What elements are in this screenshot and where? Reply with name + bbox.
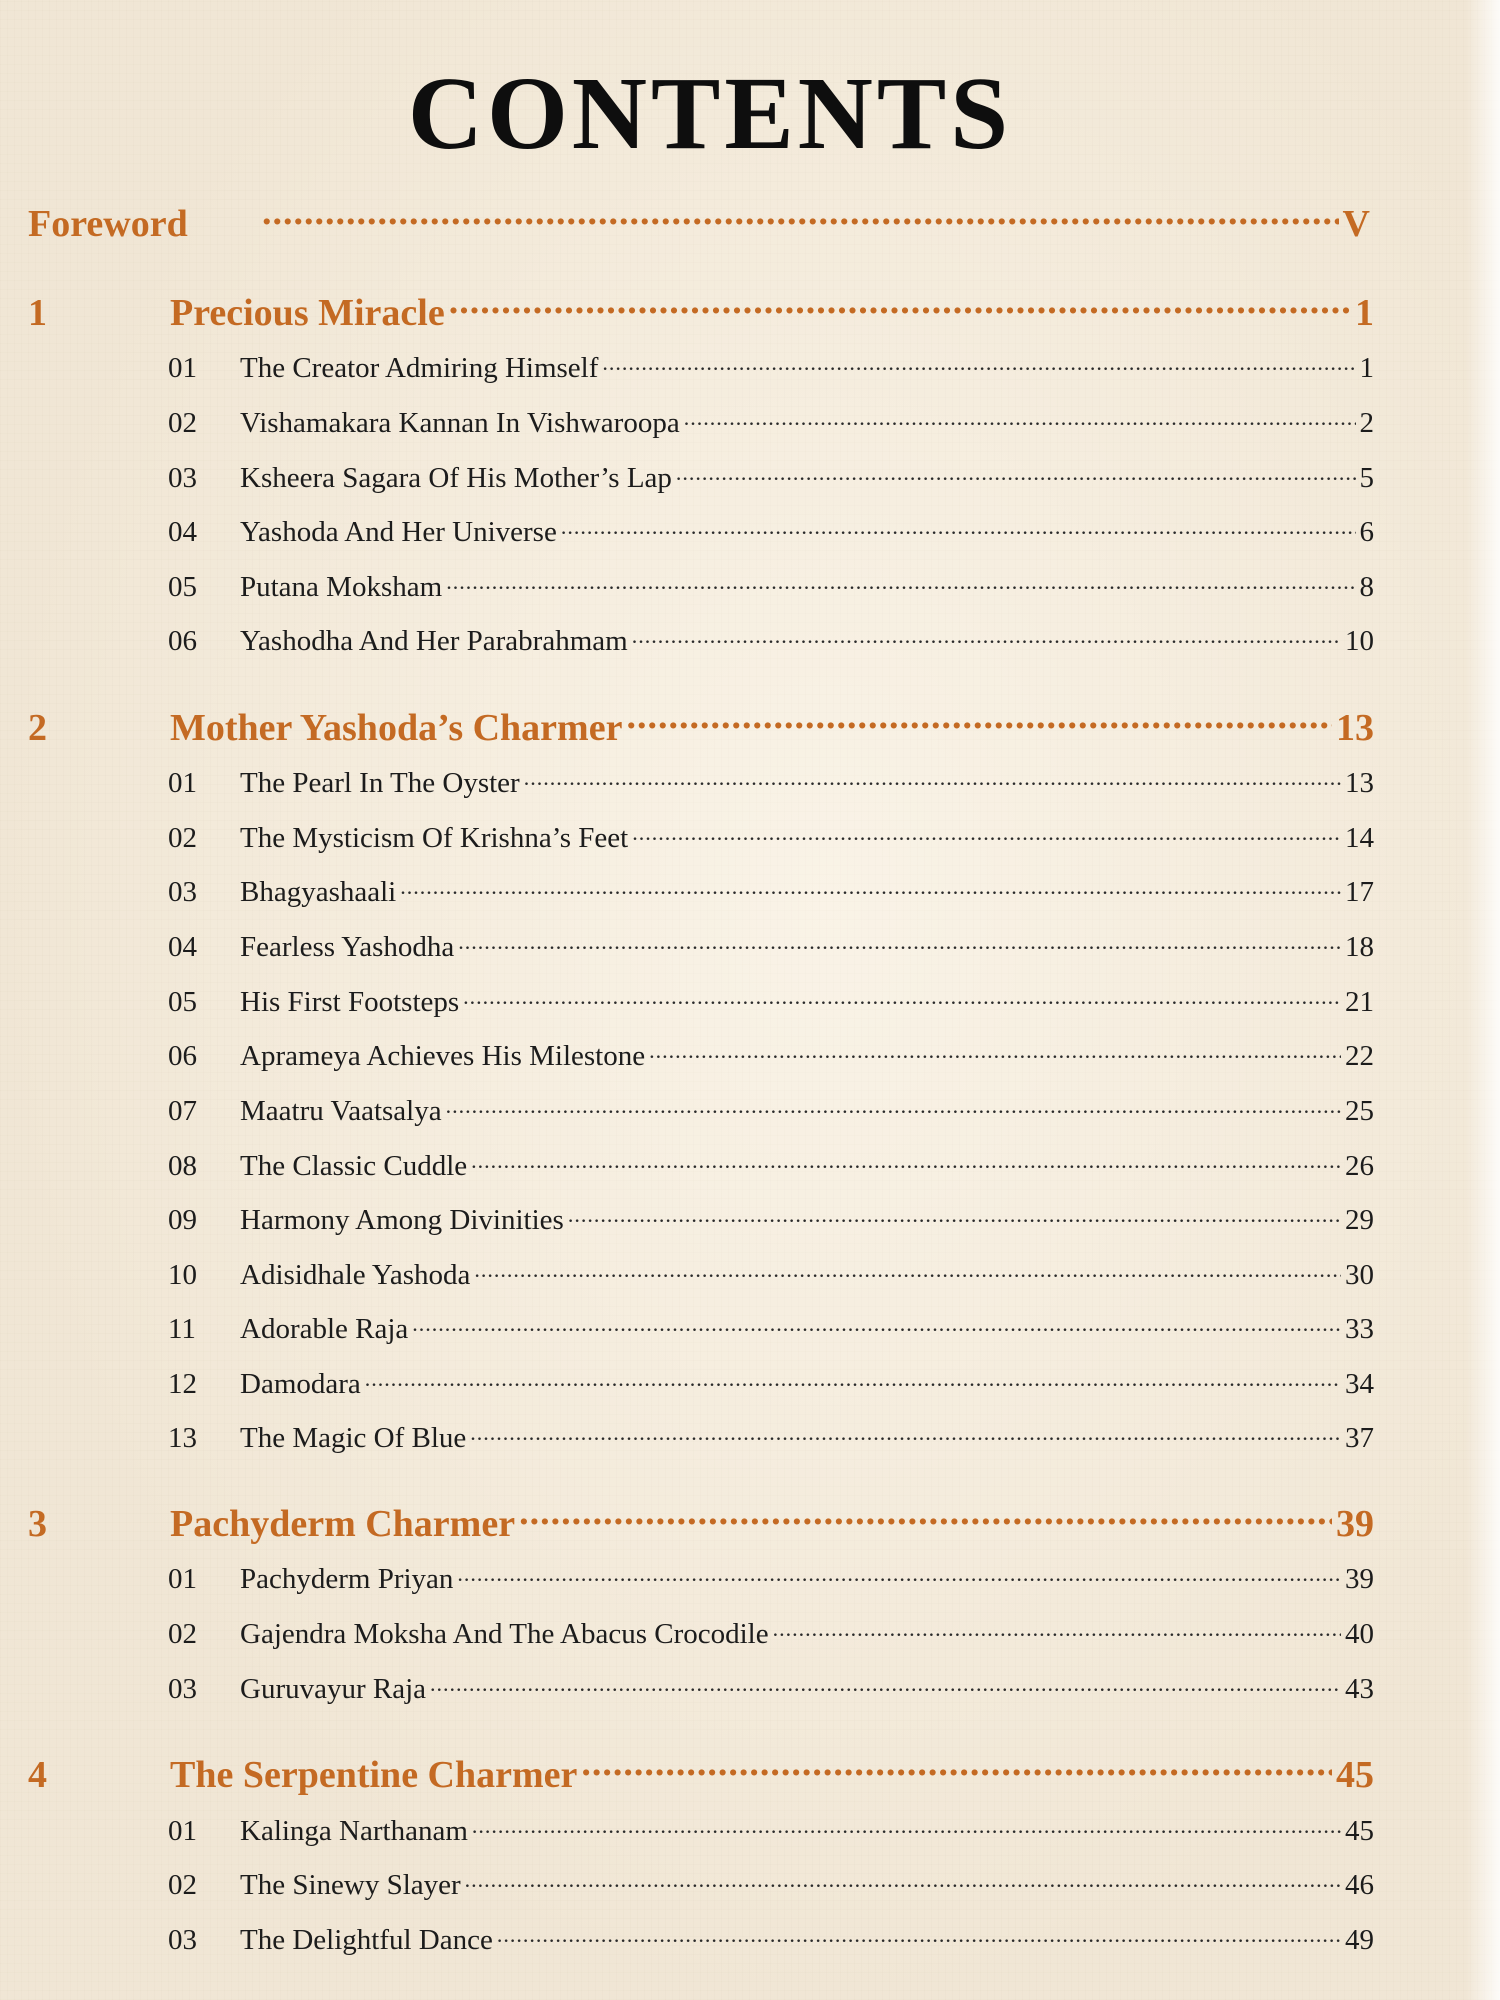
- chapter-title: The Serpentine Charmer: [170, 1753, 578, 1796]
- dot-leader: [684, 402, 1356, 432]
- toc-section[interactable]: [168, 871, 1374, 909]
- toc-section[interactable]: [168, 347, 1374, 385]
- section-title: Fearless Yashodha: [240, 931, 455, 964]
- section-title: Guruvayur Raja: [240, 1673, 427, 1706]
- dot-leader: [602, 347, 1355, 377]
- section-title: Aprameya Achieves His Milestone: [240, 1040, 646, 1073]
- chapter-page: 45: [1336, 1753, 1374, 1796]
- section-title: Adorable Raja: [240, 1313, 409, 1346]
- section-number: 11: [168, 1313, 196, 1346]
- dot-leader: [632, 620, 1341, 650]
- dot-leader: [474, 1254, 1341, 1284]
- section-title: Adisidhale Yashoda: [240, 1259, 471, 1292]
- dot-leader: [561, 511, 1356, 541]
- toc-section[interactable]: [168, 1558, 1374, 1596]
- toc-section[interactable]: [168, 926, 1374, 964]
- dot-leader: [463, 981, 1341, 1011]
- section-page: 37: [1345, 1422, 1374, 1455]
- section-title: Maatru Vaatsalya: [240, 1095, 442, 1128]
- section-number: 10: [168, 1259, 197, 1292]
- toc-section[interactable]: [168, 1035, 1374, 1073]
- section-title: The Pearl In The Oyster: [240, 767, 520, 800]
- toc-chapter[interactable]: [28, 285, 1374, 335]
- section-page: 39: [1345, 1563, 1374, 1596]
- dot-leader: [365, 1363, 1341, 1393]
- section-page: 34: [1345, 1368, 1374, 1401]
- dot-leader: [524, 762, 1341, 792]
- section-number: 01: [168, 352, 197, 385]
- dot-leader: [497, 1919, 1341, 1949]
- section-number: 12: [168, 1368, 197, 1401]
- section-number: 06: [168, 1040, 197, 1073]
- toc-section[interactable]: [168, 457, 1374, 495]
- dot-leader: [632, 817, 1341, 847]
- page-title: CONTENTS: [407, 56, 1013, 171]
- dot-leader: [458, 926, 1341, 956]
- section-title: The Mysticism Of Krishna’s Feet: [240, 822, 629, 855]
- toc-section[interactable]: [168, 1145, 1374, 1183]
- section-number: 01: [168, 1815, 197, 1848]
- toc-section[interactable]: [168, 817, 1374, 855]
- section-page: 40: [1345, 1618, 1374, 1651]
- dot-leader: [412, 1308, 1341, 1338]
- dot-leader: [471, 1145, 1341, 1175]
- dot-leader: [449, 285, 1351, 325]
- section-number: 04: [168, 931, 197, 964]
- dot-leader: [465, 1864, 1341, 1894]
- section-page: 18: [1345, 931, 1374, 964]
- section-title: Harmony Among Divinities: [240, 1204, 564, 1237]
- dot-leader: [581, 1747, 1332, 1787]
- section-number: 03: [168, 876, 197, 909]
- section-number: 02: [168, 822, 197, 855]
- foreword-page: V: [1342, 202, 1370, 245]
- page-edge: [1466, 0, 1500, 2000]
- toc-section[interactable]: [168, 1668, 1374, 1706]
- dot-leader: [262, 196, 1339, 236]
- foreword-title: Foreword: [28, 202, 188, 245]
- toc-section[interactable]: [168, 762, 1374, 800]
- section-title: Damodara: [240, 1368, 361, 1401]
- section-number: 05: [168, 571, 197, 604]
- dot-leader: [649, 1035, 1341, 1065]
- dot-leader: [457, 1558, 1341, 1588]
- section-page: 30: [1345, 1259, 1374, 1292]
- section-title: Putana Moksham: [240, 571, 443, 604]
- section-number: 03: [168, 462, 197, 495]
- section-number: 04: [168, 516, 197, 549]
- dot-leader: [568, 1199, 1341, 1229]
- section-number: 02: [168, 1618, 197, 1651]
- section-page: 29: [1345, 1204, 1374, 1237]
- toc-section[interactable]: [168, 620, 1374, 658]
- section-title: Ksheera Sagara Of His Mother’s Lap: [240, 462, 672, 495]
- section-page: 5: [1359, 462, 1374, 495]
- section-number: 01: [168, 767, 197, 800]
- toc-foreword[interactable]: [28, 196, 1370, 246]
- dot-leader: [470, 1417, 1341, 1447]
- section-page: 22: [1345, 1040, 1374, 1073]
- section-number: 13: [168, 1422, 197, 1455]
- toc-section[interactable]: [168, 981, 1374, 1019]
- chapter-number: 4: [28, 1753, 47, 1796]
- section-page: 43: [1345, 1673, 1374, 1706]
- toc-section[interactable]: [168, 1613, 1374, 1651]
- toc-chapter[interactable]: [28, 1496, 1374, 1546]
- dot-leader: [446, 1090, 1341, 1120]
- dot-leader: [626, 700, 1332, 740]
- toc-section[interactable]: [168, 1864, 1374, 1902]
- section-title: Gajendra Moksha And The Abacus Crocodile: [240, 1618, 769, 1651]
- section-number: 01: [168, 1563, 197, 1596]
- section-number: 09: [168, 1204, 197, 1237]
- toc-section[interactable]: [168, 402, 1374, 440]
- section-page: 49: [1345, 1924, 1374, 1957]
- section-title: Pachyderm Priyan: [240, 1563, 454, 1596]
- section-page: 45: [1345, 1815, 1374, 1848]
- chapter-number: 2: [28, 706, 47, 749]
- toc-chapter[interactable]: [28, 700, 1374, 750]
- section-number: 02: [168, 407, 197, 440]
- section-page: 17: [1345, 876, 1374, 909]
- chapter-page: 1: [1355, 291, 1374, 334]
- section-page: 46: [1345, 1869, 1374, 1902]
- section-number: 03: [168, 1673, 197, 1706]
- chapter-page: 39: [1336, 1502, 1374, 1545]
- dot-leader: [446, 566, 1355, 596]
- section-title: Bhagyashaali: [240, 876, 397, 909]
- section-title: Vishamakara Kannan In Vishwaroopa: [240, 407, 680, 440]
- section-page: 13: [1345, 767, 1374, 800]
- dot-leader: [519, 1496, 1332, 1536]
- section-title: Yashoda And Her Universe: [240, 516, 557, 549]
- chapter-page: 13: [1336, 706, 1374, 749]
- section-title: His First Footsteps: [240, 986, 460, 1019]
- section-title: The Creator Admiring Himself: [240, 352, 599, 385]
- section-page: 33: [1345, 1313, 1374, 1346]
- section-number: 05: [168, 986, 197, 1019]
- section-page: 1: [1359, 352, 1374, 385]
- section-page: 14: [1345, 822, 1374, 855]
- toc-section[interactable]: [168, 1199, 1374, 1237]
- toc-section[interactable]: [168, 1308, 1374, 1346]
- section-title: Yashodha And Her Parabrahmam: [240, 625, 628, 658]
- section-page: 25: [1345, 1095, 1374, 1128]
- chapter-title: Mother Yashoda’s Charmer: [170, 706, 623, 749]
- toc-section[interactable]: [168, 1919, 1374, 1957]
- dot-leader: [400, 871, 1341, 901]
- section-number: 03: [168, 1924, 197, 1957]
- section-number: 07: [168, 1095, 197, 1128]
- section-page: 6: [1359, 516, 1374, 549]
- section-number: 02: [168, 1869, 197, 1902]
- dot-leader: [676, 457, 1356, 487]
- toc-section[interactable]: [168, 1363, 1374, 1401]
- section-title: The Sinewy Slayer: [240, 1869, 461, 1902]
- chapter-title: Pachyderm Charmer: [170, 1502, 516, 1545]
- chapter-number: 1: [28, 291, 47, 334]
- section-page: 8: [1359, 571, 1374, 604]
- section-page: 2: [1359, 407, 1374, 440]
- toc-section[interactable]: [168, 511, 1374, 549]
- section-number: 08: [168, 1150, 197, 1183]
- chapter-title: Precious Miracle: [170, 291, 445, 334]
- dot-leader: [472, 1810, 1341, 1840]
- dot-leader: [773, 1613, 1341, 1643]
- section-page: 21: [1345, 986, 1374, 1019]
- section-title: The Delightful Dance: [240, 1924, 493, 1957]
- toc-section[interactable]: [168, 1254, 1374, 1292]
- toc-section[interactable]: [168, 1090, 1374, 1128]
- toc-section[interactable]: [168, 566, 1374, 604]
- dot-leader: [430, 1668, 1341, 1698]
- chapter-number: 3: [28, 1502, 47, 1545]
- section-page: 10: [1345, 625, 1374, 658]
- toc-section[interactable]: [168, 1810, 1374, 1848]
- section-title: Kalinga Narthanam: [240, 1815, 468, 1848]
- toc-chapter[interactable]: [28, 1747, 1374, 1797]
- section-title: The Magic Of Blue: [240, 1422, 467, 1455]
- section-page: 26: [1345, 1150, 1374, 1183]
- section-title: The Classic Cuddle: [240, 1150, 468, 1183]
- toc-section[interactable]: [168, 1417, 1374, 1455]
- section-number: 06: [168, 625, 197, 658]
